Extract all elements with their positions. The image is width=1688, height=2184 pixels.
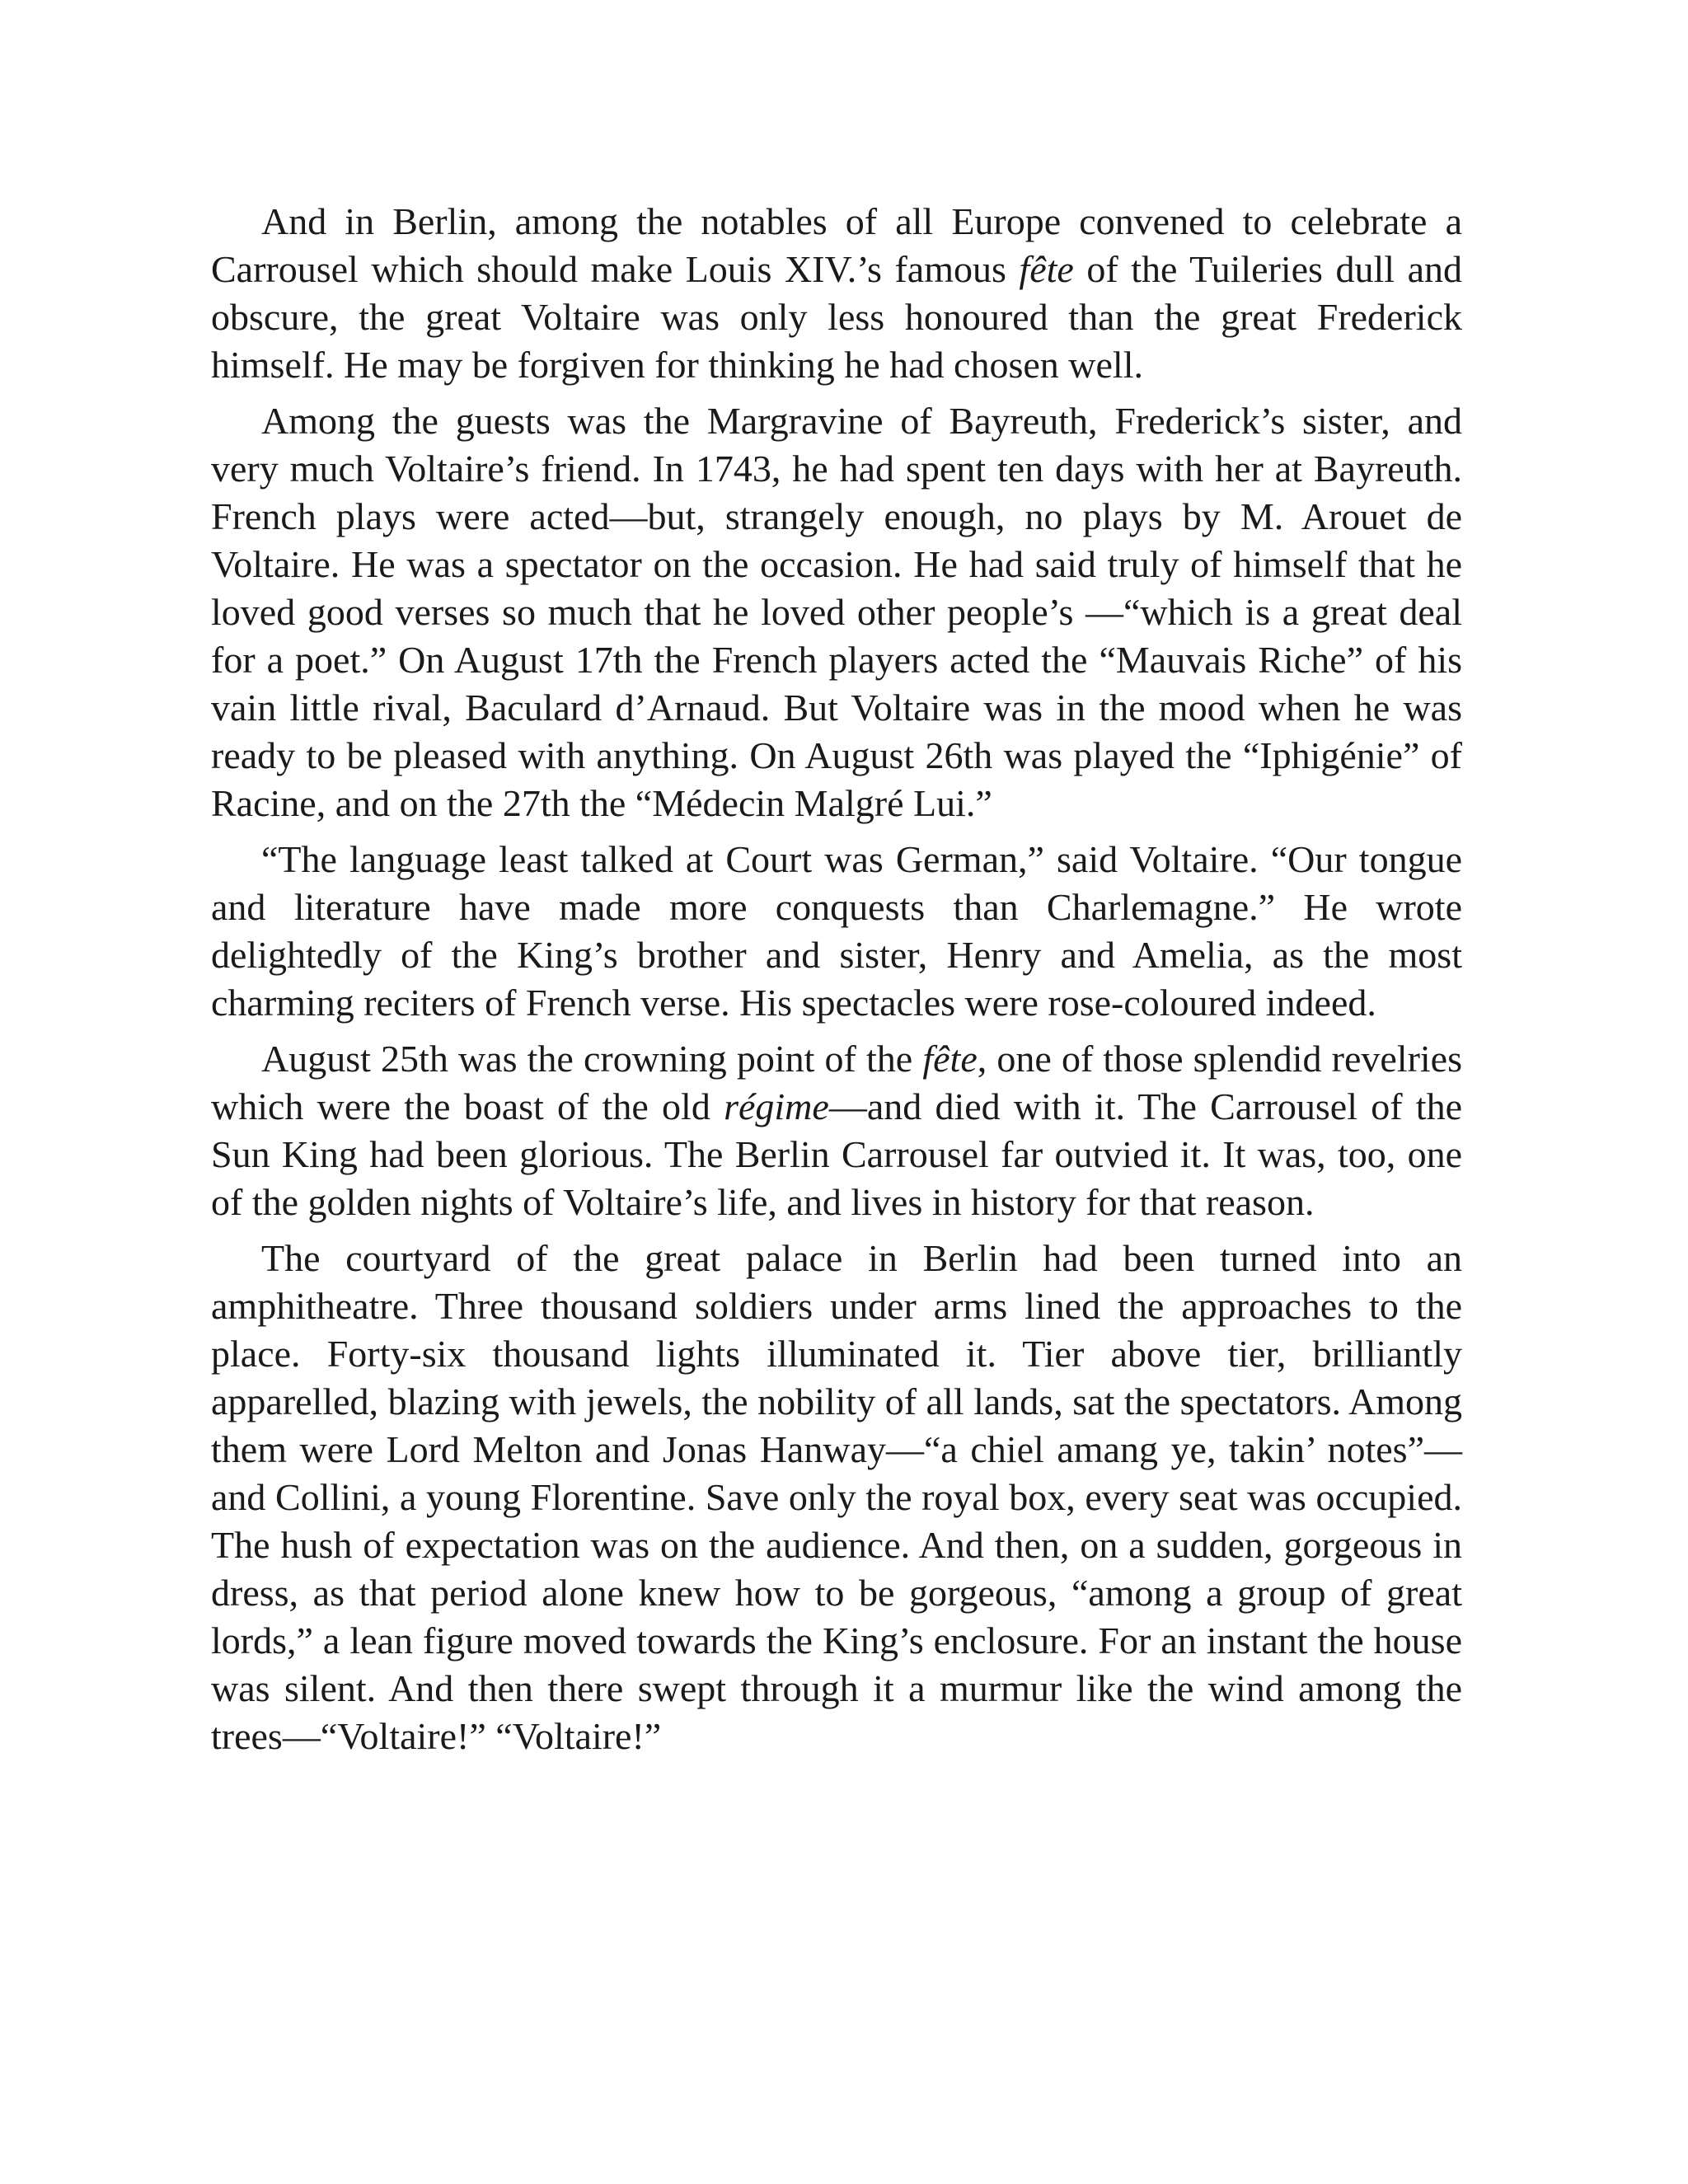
paragraph-3 [211, 836, 1462, 1027]
text-run: of the Tuileries dull and obscure, the great Voltaire was only less honoured than the great Frederick himself. He may be forgiven for thinking he had chosen well. [211, 248, 1462, 386]
paragraph-1 [211, 198, 1462, 389]
text-run: Among the guests was the Margravine of Bayreuth, Frederick’s sister, and very much Voltaire’s friend. In 1743, he had spent ten days with her at Bayreuth. French plays were acted—but, strangely enough, no plays by M. Arouet de Voltaire. He was a spectator on the occasion. He had said truly of himself that he loved good verses so much that he loved other people’s —“which is a great deal for a poet.” On August 17th the French players acted the “Mauvais Riche” of his vain little rival, Baculard d’Arnaud. But Voltaire was in the mood when he was ready to be pleased with anything. On August 26th was played the “Iphigénie” of Racine, and on the 27th the “Médecin Malgré Lui.” [211, 400, 1462, 824]
text-run: August 25th was the crowning point of the [261, 1038, 923, 1080]
page-body [211, 198, 1462, 1769]
text-run: —and died with it. The Carrousel of the Sun King had been glorious. The Berlin Carrousel far outvied it. It was, too, one of the golden nights of Voltaire’s life, and lives in history for that reason. [211, 1085, 1462, 1223]
italic-text: régime [724, 1085, 829, 1127]
paragraph-4 [211, 1035, 1462, 1226]
italic-text: fête [1019, 248, 1074, 290]
text-run: “The language least talked at Court was German,” said Voltaire. “Our tongue and literature have made more conquests than Charlemagne.” He wrote delightedly of the King’s brother and sister, Henry and Amelia, as the most charming reciters of French verse. His spectacles were rose-coloured indeed. [211, 838, 1462, 1024]
paragraph-2 [211, 397, 1462, 827]
italic-text: fête [922, 1038, 978, 1080]
text-run: , one of those splendid revelries which were the boast of the old [211, 1038, 1463, 1127]
paragraph-5 [211, 1235, 1462, 1760]
text-run: And in Berlin, among the notables of all Europe convened to celebrate a Carrousel which should make Louis XIV.’s famous [211, 200, 1462, 290]
text-run: The courtyard of the great palace in Berlin had been turned into an amphitheatre. Three thousand soldiers under arms lined the approaches to the place. Forty-six thousand lights illuminated it. Tier above tier, brilliantly apparelled, blazing with jewels, the nobility of all lands, sat the spectators. Among them were Lord Melton and Jonas Hanway—“a chiel amang ye, takin’ notes”—and Collini, a young Florentine. Save only the royal box, every seat was occupied. The hush of expectation was on the audience. And then, on a sudden, gorgeous in dress, as that period alone knew how to be gorgeous, “among a group of great lords,” a lean figure moved towards the King’s enclosure. For an instant the house was silent. And then there swept through it a murmur like the wind among the trees—“Voltaire!” “Voltaire!” [211, 1237, 1462, 1757]
